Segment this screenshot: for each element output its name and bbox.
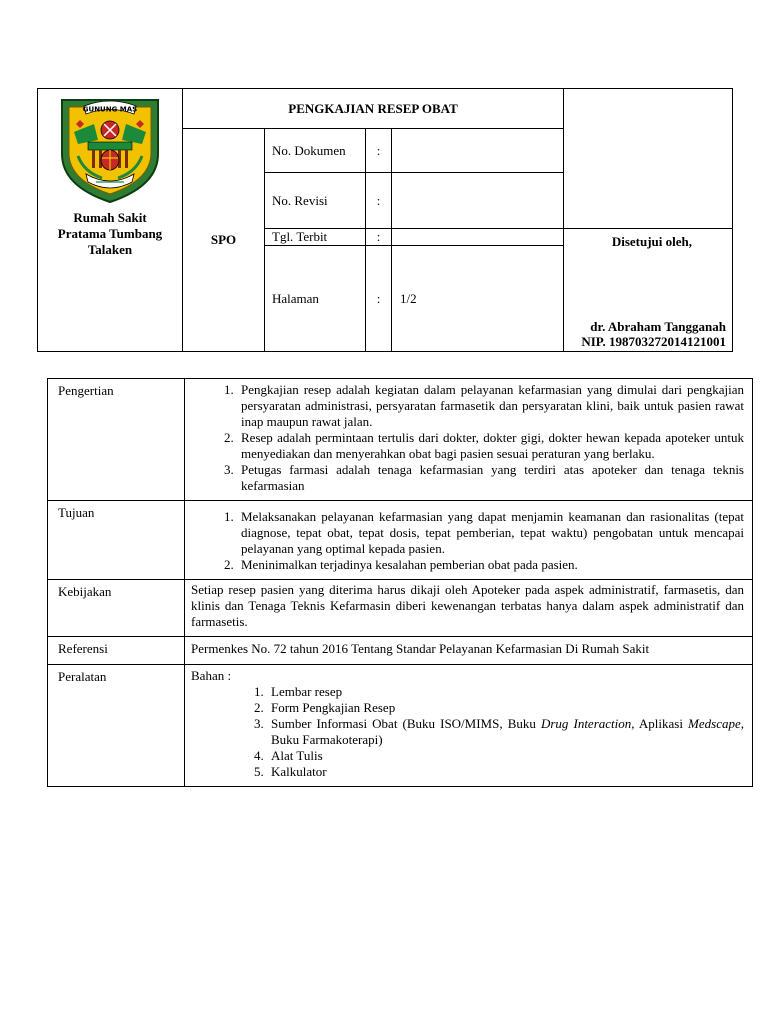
- section-label: Tujuan: [48, 501, 185, 580]
- italic-text: Medscape: [688, 716, 741, 731]
- referensi-text: Permenkes No. 72 tahun 2016 Tentang Standar Pelayanan Kefarmasian Di Rumah Sakit: [185, 637, 753, 665]
- field-colon: :: [366, 246, 392, 352]
- section-tujuan: [48, 501, 753, 580]
- svg-text:GUNUNG MAS: GUNUNG MAS: [82, 105, 138, 114]
- list-item: [267, 716, 744, 748]
- pengertian-list: [191, 382, 744, 494]
- list-item: 2. Meninimalkan terjadinya kesalahan pemberian obat pada pasien.: [237, 557, 744, 573]
- field-colon: :: [366, 173, 392, 229]
- logo-cell: [38, 89, 183, 352]
- approval-cell: [564, 229, 733, 352]
- field-label-no-dokumen: No. Dokumen: [265, 129, 366, 173]
- list-item: 1. Lembar resep: [267, 684, 744, 700]
- tujuan-list: [191, 509, 744, 573]
- section-referensi: [48, 637, 753, 665]
- regency-emblem-icon: [54, 94, 166, 206]
- section-kebijakan: [48, 580, 753, 637]
- hospital-name: [38, 210, 182, 258]
- doc-type-label: SPO: [183, 129, 265, 352]
- text-run: Sumber Informasi Obat (Buku ISO/MIMS, Buku: [271, 716, 541, 731]
- list-item: 5. Kalkulator: [267, 764, 744, 780]
- approval-title: Disetujui oleh,: [611, 234, 693, 249]
- section-body: [185, 379, 753, 501]
- list-item: 1. Melaksanakan pelayanan kefarmasian yang dapat menjamin keamanan dan rasionalitas (tepat diagnose, tepat obat, tepat dosis, tepat pemberian, tepat waktu) pengobatan untuk mencapai pelayanan yang optimal kepada pasien.: [237, 509, 744, 557]
- bahan-list: [191, 684, 744, 780]
- list-item: 1. Pengkajian resep adalah kegiatan dalam pelayanan kefarmasian yang dimulai dari pengkajian persyaratan administrasi, persyaratan farmasetik dan persyaratan klini, baik untuk pasien rawat inap maupun rawat jalan.: [237, 382, 744, 430]
- content-table: [47, 378, 753, 787]
- field-colon: :: [366, 229, 392, 246]
- approver-nip: NIP. 198703272014121001: [581, 334, 727, 349]
- section-pengertian: [48, 379, 753, 501]
- field-label-tgl-terbit: Tgl. Terbit: [265, 229, 366, 246]
- header-blank-cell: [564, 89, 733, 229]
- header-table: [37, 88, 733, 352]
- section-peralatan: [48, 665, 753, 787]
- section-label: Kebijakan: [48, 580, 185, 637]
- kebijakan-text: Setiap resep pasien yang diterima harus dikaji oleh Apoteker pada aspek administratif, farmasetis, dan klinis dan Tenaga Teknis Kefarmasin diberi kewenangan terbatas hanya dalam aspek administratif dan farmasetis.: [185, 580, 753, 637]
- field-value-tgl-terbit: [392, 229, 564, 246]
- list-item: 3. Petugas farmasi adalah tenaga kefarmasian yang terdiri atas apoteker dan tenaga teknis kefarmasian: [237, 462, 744, 494]
- section-body: [185, 665, 753, 787]
- hospital-name-line-1: Rumah Sakit: [73, 210, 147, 225]
- approver-name: dr. Abraham Tangganah: [590, 319, 727, 334]
- field-label-halaman: Halaman: [265, 246, 366, 352]
- document-title: PENGKAJIAN RESEP OBAT: [183, 89, 564, 129]
- section-label: Referensi: [48, 637, 185, 665]
- hospital-name-line-3: Talaken: [87, 242, 133, 257]
- field-value-halaman: 1/2: [392, 246, 564, 352]
- bahan-intro: Bahan :: [191, 668, 232, 683]
- section-body: [185, 501, 753, 580]
- list-item: 2. Resep adalah permintaan tertulis dari dokter, dokter gigi, dokter hewan kepada apoteker untuk menyediakan dan menyerahkan obat bagi pasien sesuai peraturan yang berlaku.: [237, 430, 744, 462]
- list-item: 4. Alat Tulis: [267, 748, 744, 764]
- section-label: Peralatan: [48, 665, 185, 787]
- list-item: 2. Form Pengkajian Resep: [267, 700, 744, 716]
- section-label: Pengertian: [48, 379, 185, 501]
- hospital-logo: [38, 94, 182, 206]
- field-value-no-dokumen: [392, 129, 564, 173]
- field-label-no-revisi: No. Revisi: [265, 173, 366, 229]
- text-run: , Buku Farmakoterapi): [271, 716, 744, 747]
- hospital-name-line-2: Pratama Tumbang: [57, 226, 163, 241]
- field-value-no-revisi: [392, 173, 564, 229]
- text-run: , Aplikasi: [631, 716, 689, 731]
- italic-text: Drug Interaction: [540, 716, 632, 731]
- field-colon: :: [366, 129, 392, 173]
